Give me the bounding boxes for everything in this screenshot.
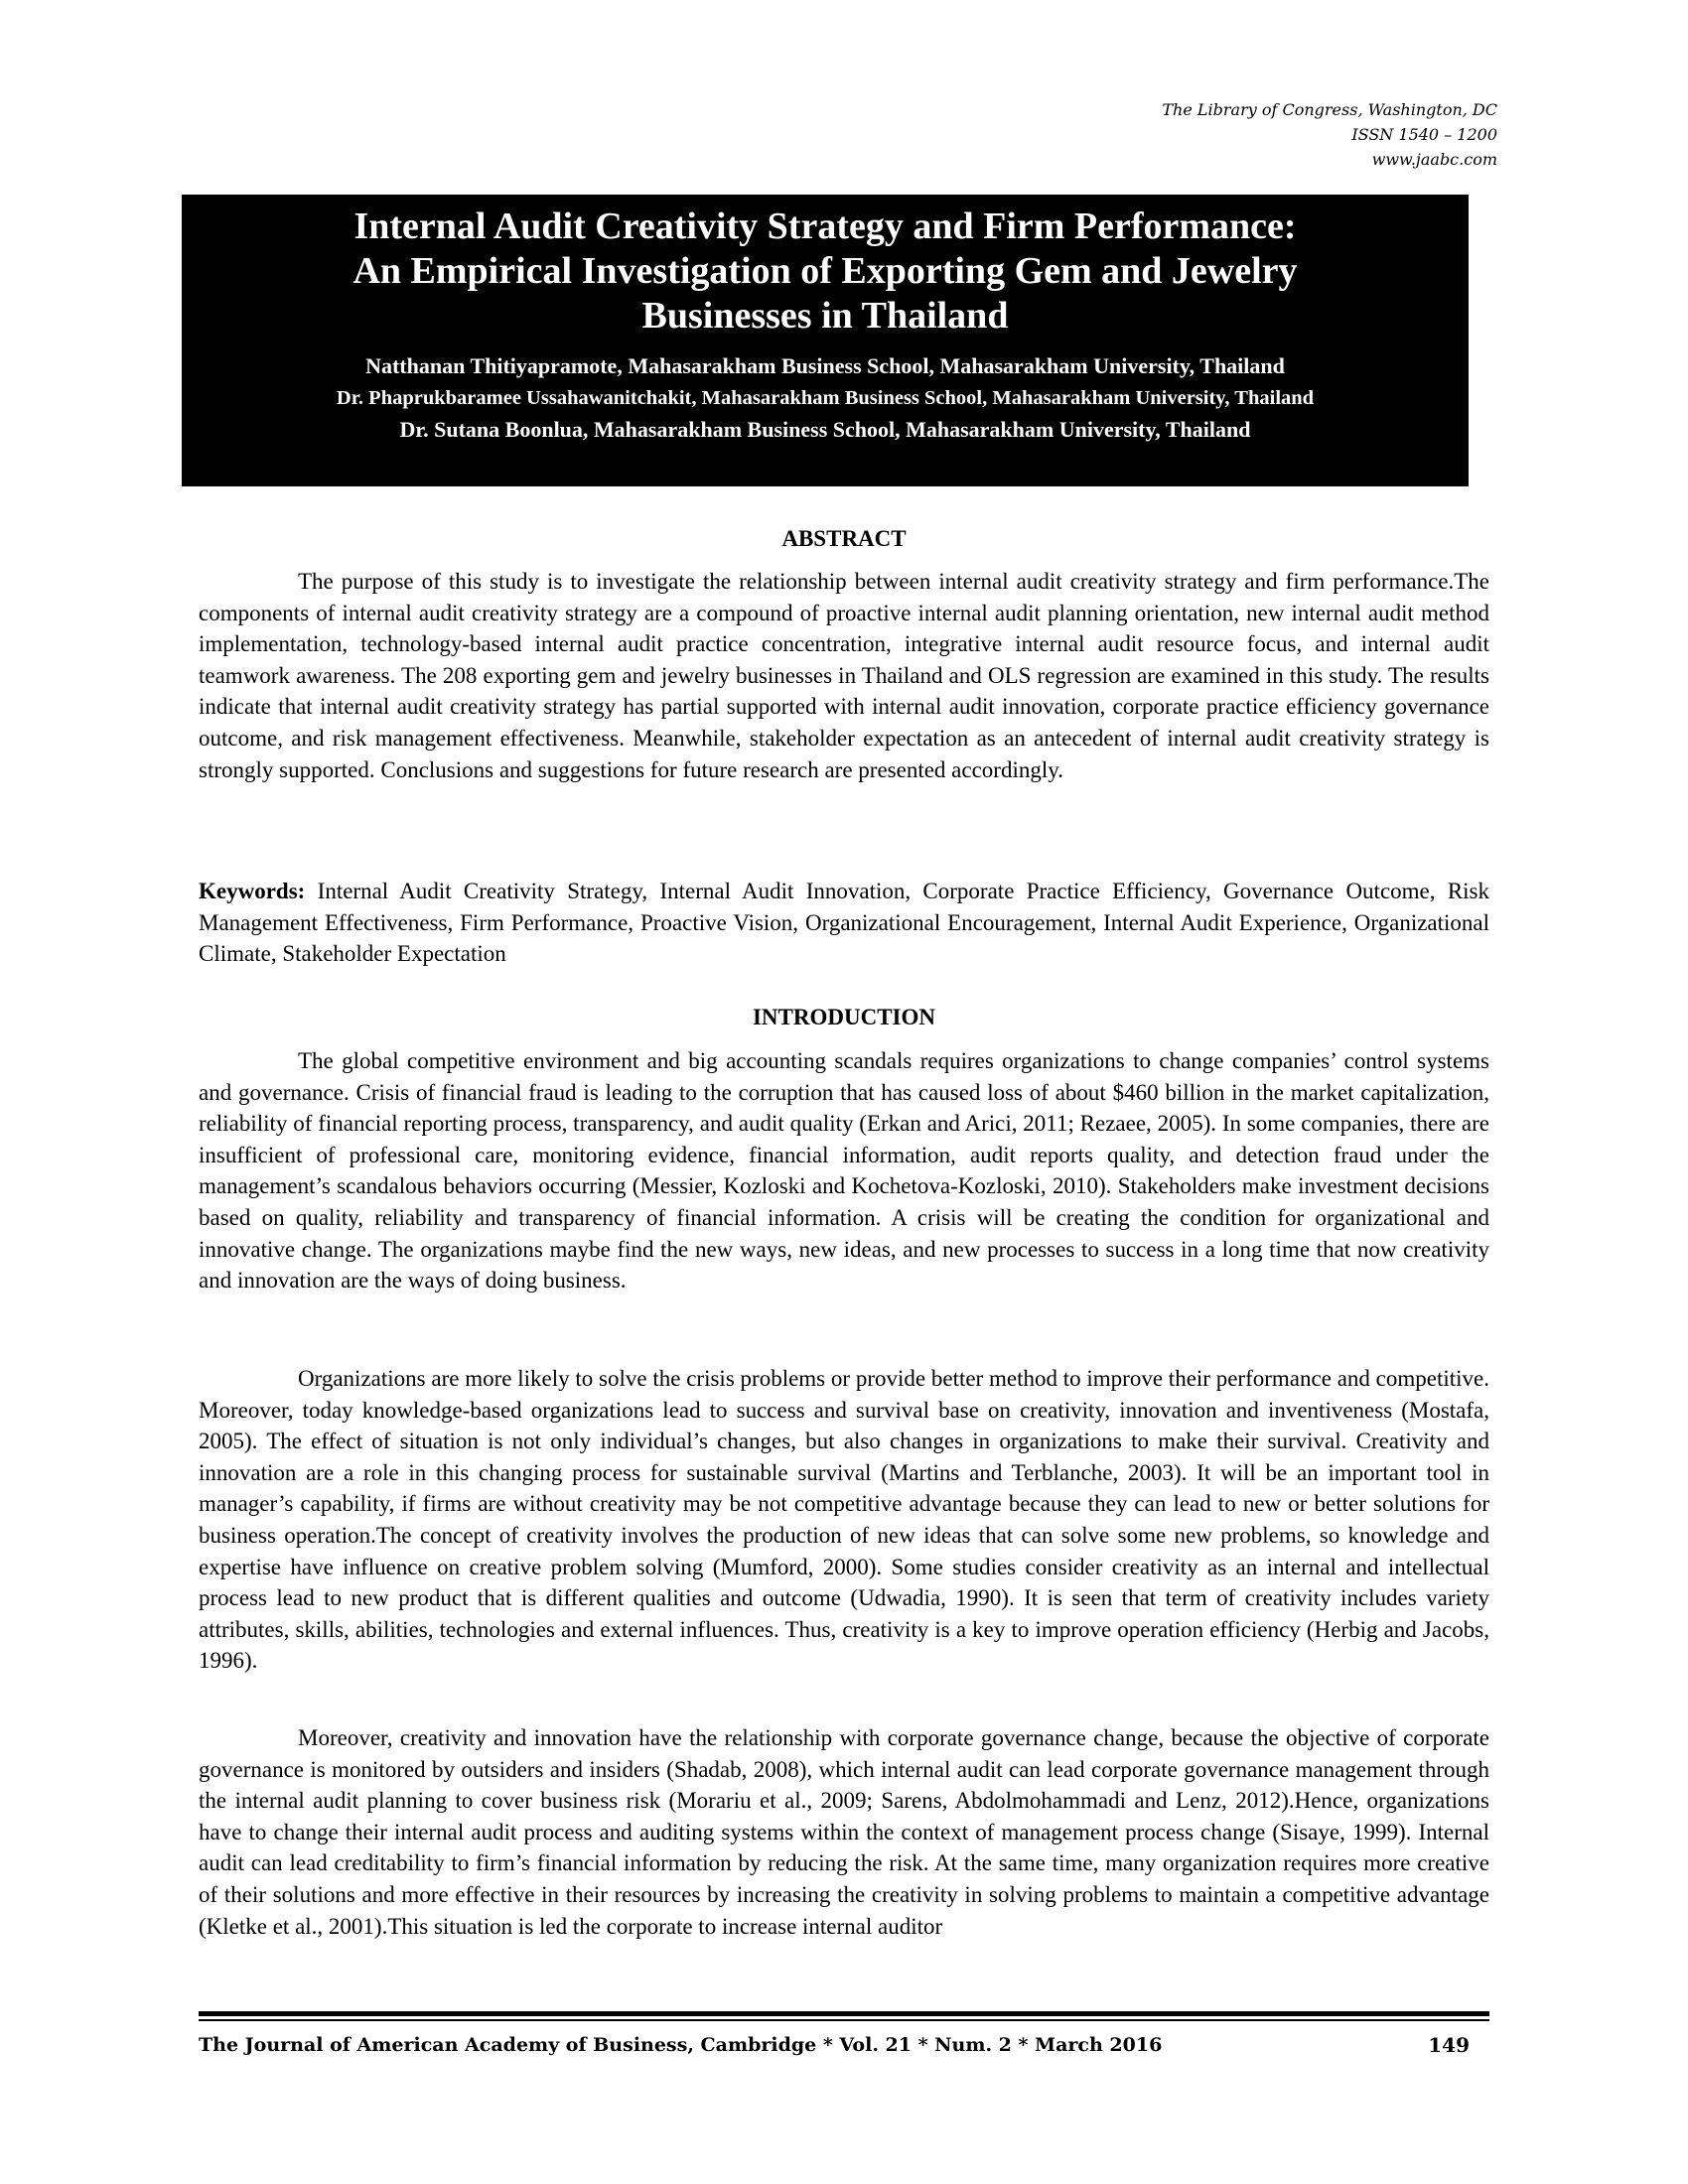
- website-line: www.jaabc.com: [1371, 150, 1497, 169]
- introduction-heading: INTRODUCTION: [752, 1005, 936, 1029]
- title-line: An Empirical Investigation of Exporting Gem and Jewelry: [352, 250, 1298, 292]
- title-block: [182, 195, 1469, 486]
- title-line: Internal Audit Creativity Strategy and Firm Performance:: [353, 205, 1297, 247]
- page-footer: [199, 2025, 1489, 2065]
- author-list: [182, 350, 1469, 446]
- keywords-paragraph: [199, 876, 1489, 970]
- publication-info: [1162, 97, 1497, 172]
- author-line: Dr. Phaprukbaramee Ussahawanitchakit, Mahasarakham Business School, Mahasarakham University, Thailand: [336, 387, 1315, 409]
- intro-paragraph: Organizations are more likely to solve the crisis problems or provide better method to improve their performance and competitive. Moreover, today knowledge-based organizations lead to success and survival base on creativity, innovation and inventiveness (Mostafa, 2005). The effect of situation is not only individual’s changes, but also changes in organizations to make their survival. Creativity and innovation are a role in this changing process for sustainable survival (Martins and Terblanche, 2003). It will be an important tool in manager’s capability, if firms are without creativity may be not competitive advantage because they can lead to new or better solutions for business operation.The concept of creativity involves the production of new ideas that can solve some new problems, so knowledge and expertise have influence on creative problem solving (Mumford, 2000). Some studies consider creativity as an internal and intellectual process lead to new product that is different qualities and outcome (Udwadia, 1990). It is seen that term of creativity includes variety attributes, skills, abilities, technologies and external influences. Thus, creativity is a key to improve operation efficiency (Herbig and Jacobs, 1996).: [199, 1366, 1489, 1674]
- library-line: The Library of Congress, Washington, DC: [1162, 100, 1497, 119]
- keywords-text: Internal Audit Creativity Strategy, Internal Audit Innovation, Corporate Practice Efficiency, Governance Outcome, Risk Management Effectiveness, Firm Performance, Proactive Vision, Organizational Encouragement, Internal Audit Experience, Organizational Climate, Stakeholder Expectation: [199, 879, 1490, 967]
- title-line: Businesses in Thailand: [641, 295, 1009, 337]
- page-number: 149: [1428, 2033, 1470, 2057]
- journal-citation: The Journal of American Academy of Business, Cambridge * Vol. 21 * Num. 2 * March 2016: [199, 2034, 1163, 2056]
- intro-paragraph: The global competitive environment and big accounting scandals requires organizations to change companies’ control systems and governance. Crisis of financial fraud is leading to the corruption that has caused loss of about $460 billion in the market capitalization, reliability of financial reporting process, transparency, and audit quality (Erkan and Arici, 2011; Rezaee, 2005). In some companies, there are insufficient of professional care, monitoring evidence, financial information, audit reports quality, and detection fraud under the management’s scandalous behaviors occurring (Messier, Kozloski and Kochetova-Kozloski, 2010). Stakeholders make investment decisions based on quality, reliability and transparency of financial information. A crisis will be creating the condition for organizational and innovative change. The organizations maybe find the new ways, new ideas, and new processes to success in a long time that now creativity and innovation are the ways of doing business.: [199, 1048, 1489, 1294]
- abstract-text: The purpose of this study is to investigate the relationship between internal audit creativity strategy and firm performance.The components of internal audit creativity strategy are a compound of proactive internal audit planning orientation, new internal audit method implementation, technology-based internal audit practice concentration, integrative internal audit resource focus, and internal audit teamwork awareness. The 208 exporting gem and jewelry businesses in Thailand and OLS regression are examined in this study. The results indicate that internal audit creativity strategy has partial supported with internal audit innovation, corporate practice efficiency governance outcome, and risk management effectiveness. Meanwhile, stakeholder expectation as an antecedent of internal audit creativity strategy is strongly supported. Conclusions and suggestions for future research are presented accordingly.: [199, 569, 1489, 782]
- intro-paragraph: Moreover, creativity and innovation have the relationship with corporate governance change, because the objective of corporate governance is monitored by outsiders and insiders (Shadab, 2008), which internal audit can lead corporate governance management through the internal audit planning to cover business risk (Morariu et al., 2009; Sarens, Abdolmohammadi and Lenz, 2012).Hence, organizations have to change their internal audit process and auditing systems within the context of management process change (Sisaye, 1999). Internal audit can lead creditability to firm’s financial information by reducing the risk. At the same time, many organization requires more creative of their solutions and more effective in their resources by increasing the creativity in solving problems to maintain a competitive advantage (Kletke et al., 2001).This situation is led the corporate to increase internal auditor: [199, 1725, 1489, 1939]
- abstract-heading: ABSTRACT: [781, 526, 907, 551]
- footer-rule: [199, 2011, 1489, 2016]
- keywords-label: Keywords:: [199, 879, 306, 903]
- paper-title: [202, 205, 1449, 339]
- author-line: Natthanan Thitiyapramote, Mahasarakham Business School, Mahasarakham University, Thailand: [365, 353, 1285, 378]
- author-line: Dr. Sutana Boonlua, Mahasarakham Business School, Mahasarakham University, Thailand: [399, 417, 1251, 442]
- issn-line: ISSN 1540 – 1200: [1351, 125, 1497, 144]
- footer-rule: [199, 2019, 1489, 2021]
